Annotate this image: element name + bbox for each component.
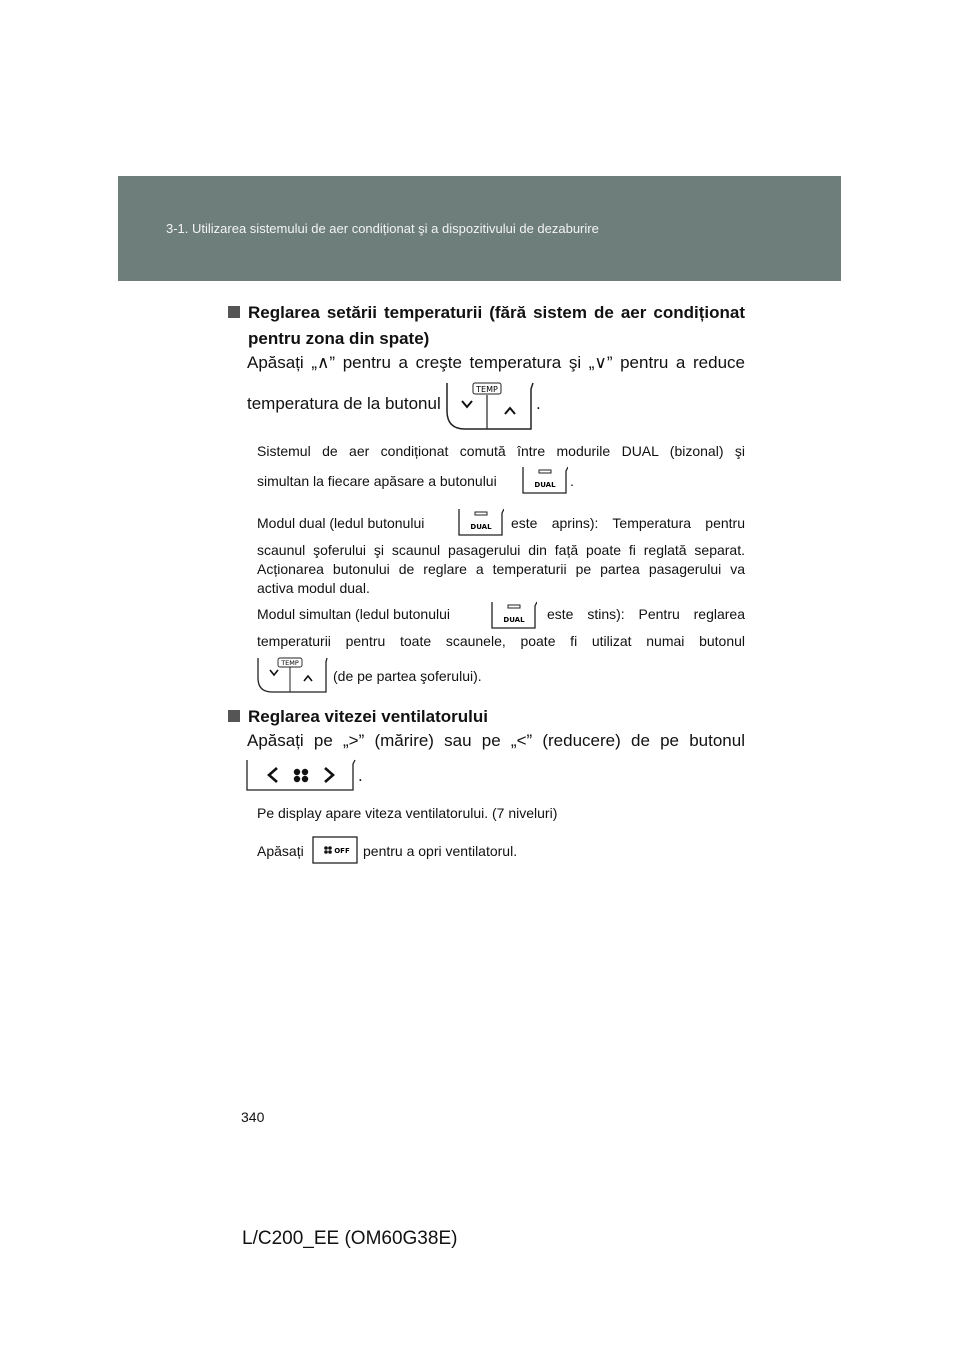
info3-line2: temperaturii pentru toate scaunele, poate fi utilizat numai butonul [257, 633, 745, 649]
dual-button-icon-2 [458, 507, 504, 537]
info2-line1-end: este aprins): Temperatura pentru [511, 515, 745, 531]
info1-line2-end: . [570, 473, 574, 489]
page-number: 340 [241, 1109, 265, 1125]
svg-text:DUAL: DUAL [534, 481, 556, 489]
fan-info2-end: pentru a opri ventilatorul. [363, 843, 518, 859]
bullet-square-icon-2 [228, 710, 240, 722]
info3-line1-start: Modul simultan (ledul butonului [257, 606, 450, 622]
temp-button-icon-small [256, 656, 328, 694]
svg-text:TEMP: TEMP [281, 659, 299, 667]
info2-line1-start: Modul dual (ledul butonului [257, 515, 425, 531]
info1-line1: Sistemul de aer condiționat comută între modurile DUAL (bizonal) şi [257, 443, 745, 459]
info2-line4: activa modul dual. [257, 580, 370, 596]
info1-line2: simultan la fiecare apăsare a butonului [257, 473, 497, 489]
temp-section-title-line2: pentru zona din spate) [248, 329, 430, 348]
info2-line3: Acționarea butonului de reglare a temperaturii pe partea pasagerului va [257, 561, 745, 577]
temp-text-line2-end: . [536, 394, 541, 413]
temp-button-icon [445, 381, 535, 431]
section-header: 3-1. Utilizarea sistemului de aer condiționat şi a dispozitivului de dezaburire [166, 221, 599, 236]
fan-section-title: Reglarea vitezei ventilatorului [228, 704, 488, 730]
svg-text:DUAL: DUAL [470, 523, 492, 531]
fan-text-line2-end: . [358, 766, 363, 785]
bullet-square-icon [228, 306, 240, 318]
temp-text-line2: temperatura de la butonul [247, 394, 441, 413]
doc-code: L/C200_EE (OM60G38E) [242, 1228, 458, 1249]
svg-text:OFF: OFF [334, 847, 350, 855]
temp-text-line1: Apăsați „∧” pentru a creşte temperatura şi „∨” pentru a reduce [247, 353, 745, 372]
svg-text:TEMP: TEMP [476, 385, 498, 394]
svg-text:DUAL: DUAL [503, 616, 525, 624]
info2-line2: scaunul şoferului şi scaunul pasagerului din față poate fi reglată separat. [257, 542, 745, 558]
fan-text-line1: Apăsați pe „>” (mărire) sau pe „<” (reducere) de pe butonul [247, 731, 745, 750]
fan-speed-button-icon [245, 758, 357, 792]
fan-off-button-icon [312, 836, 358, 864]
temp-section-title-line1: Reglarea setării temperaturii (fără sistem de aer condiționat [228, 300, 745, 326]
info3-line1-end: este stins): Pentru reglarea [547, 606, 745, 622]
info3-line3: (de pe partea şoferului). [333, 668, 482, 684]
fan-info1: Pe display apare viteza ventilatorului. (7 niveluri) [257, 805, 558, 821]
dual-button-icon [522, 465, 568, 495]
dual-button-icon-3 [491, 600, 537, 630]
fan-info2-start: Apăsați [257, 843, 304, 859]
